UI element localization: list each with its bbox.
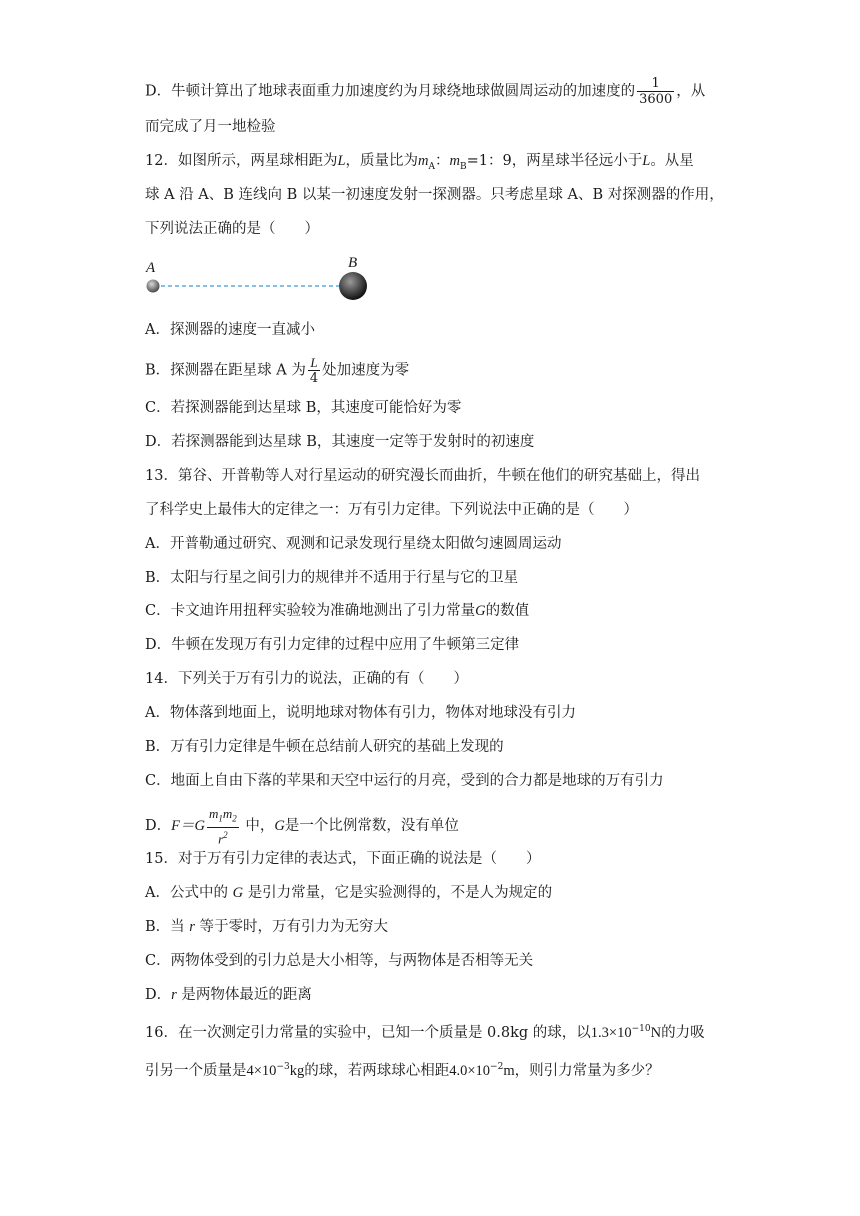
q14-option-a: A．物体落到地面上，说明地球对物体有引力，物体对地球没有引力 (145, 705, 576, 721)
q12-text: ： (435, 153, 450, 169)
symbol-g: G (475, 603, 486, 619)
q12-text: =1：9 (466, 153, 512, 169)
q14-option-d-text: 中， (245, 817, 275, 834)
q14-stem: 14．下列关于万有引力的说法，正确的有（ ） (145, 671, 468, 687)
fraction-denominator (207, 828, 239, 846)
subscript: 1 (218, 813, 223, 824)
symbol-l: L (337, 153, 346, 169)
q12-text: 。从星 (650, 153, 694, 169)
symbol-l: L (642, 153, 651, 169)
q12-text: ，质量比为 (345, 153, 419, 169)
symbol-r: r (189, 919, 195, 935)
q15-option-c: C．两物体受到的引力总是大小相等，与两物体是否相等无关 (145, 953, 534, 969)
fraction-numerator (207, 806, 239, 828)
unit: N (650, 1024, 662, 1041)
superscript: 2 (223, 829, 228, 840)
q16-text: 引另一个质量是 (145, 1062, 247, 1079)
formula-lhs: F＝G (171, 817, 205, 834)
fraction (637, 76, 674, 107)
q16-text: 16．在一次测定引力常量的实验中，已知一个质量是 0.8kg 的球，以 (145, 1024, 591, 1041)
label-b: B (348, 255, 358, 271)
q15-option-b-text: B．当 (145, 919, 185, 935)
fraction (207, 806, 239, 846)
fraction-numerator: 1 (637, 76, 674, 92)
star-a (147, 280, 160, 293)
q12-stem-line3: 下列说法正确的是（ ） (145, 221, 319, 237)
q11-option-d-suffix: ，从 (676, 83, 706, 100)
q12-option-c: C．若探测器能到达星球 B，其速度可能恰好为零 (145, 400, 462, 416)
two-stars-figure (140, 252, 380, 304)
q15-option-b-suffix: 等于零时，万有引力为无穷大 (199, 919, 389, 935)
q11-option-d (145, 76, 705, 107)
fraction-denominator: 3600 (639, 92, 673, 107)
symbol-ma: m (418, 153, 429, 169)
q15-option-a-text: A．公式中的 (145, 885, 228, 901)
q14-option-d (145, 806, 459, 846)
q13-option-c (145, 601, 529, 621)
unit: kg (289, 1062, 305, 1079)
symbol-g: G (274, 817, 285, 834)
q15-stem: 15．对于万有引力定律的表达式，下面正确的说法是（ ） (145, 851, 541, 867)
q12-stem-line1 (145, 151, 694, 177)
q16-stem-line1 (145, 1019, 705, 1043)
symbol-r: r (218, 830, 224, 846)
q16-text: ，则引力常量为多少？ (514, 1062, 660, 1079)
subscript: 2 (232, 813, 237, 824)
symbol-g: G (232, 885, 244, 901)
q11-option-d-line2: 而完成了月一地检验 (145, 119, 276, 135)
subscript: B (460, 161, 467, 172)
q16-text: 的球，若两球球心相距 (304, 1062, 450, 1079)
q13-option-c-suffix: 的数值 (485, 603, 530, 619)
symbol-r: r (171, 987, 177, 1003)
fraction (308, 355, 320, 386)
star-b (339, 272, 367, 300)
q13-option-c-text: C．卡文迪许用扭秤实验较为准确地测出了引力常量 (145, 603, 476, 619)
q12-option-b-suffix: 处加速度为零 (322, 362, 410, 379)
q14-option-d-suffix: 是一个比例常数，没有单位 (284, 817, 459, 834)
q15-option-d-suffix: 是两物体最近的距离 (181, 987, 312, 1003)
q11-option-d-text: D．牛顿计算出了地球表面重力加速度约为月球绕地球做圆周运动的加速度的 (145, 83, 636, 100)
q16-value: 4.0×10 (449, 1062, 491, 1079)
q14-option-b: B．万有引力定律是牛顿在总结前人研究的基础上发现的 (145, 739, 504, 755)
q15-option-b (145, 917, 388, 937)
q16-stem-line2 (145, 1057, 660, 1081)
symbol-mb: m (449, 153, 460, 169)
q16-value: 1.3×10 (590, 1024, 632, 1041)
q12-option-b-text: B．探测器在距星球 A 为 (145, 362, 306, 379)
q15-option-d-label: D． (145, 987, 172, 1003)
superscript: −3 (276, 1062, 290, 1072)
q16-text: 的力吸 (661, 1024, 705, 1041)
unit: m (503, 1062, 515, 1079)
subscript: A (428, 161, 436, 172)
q16-value: 4×10 (246, 1062, 277, 1079)
q15-option-d (145, 985, 312, 1005)
q14-option-c: C．地面上自由下落的苹果和天空中运行的月亮，受到的合力都是地球的万有引力 (145, 773, 664, 789)
q13-option-a: A．开普勒通过研究、观测和记录发现行星绕太阳做匀速圆周运动 (145, 536, 562, 552)
fraction-numerator: L (308, 355, 320, 371)
q12-stem-line2: 球 A 沿 A、B 连线向 B 以某一初速度发射一探测器。只考虑星球 A、B 对探测器的作用， (145, 187, 724, 203)
q12-text: 12．如图所示，两星球相距为 (145, 153, 338, 169)
symbol-m2: m (222, 806, 233, 821)
q13-option-b: B．太阳与行星之间引力的规律并不适用于行星与它的卫星 (145, 570, 519, 586)
q12-option-b (145, 355, 409, 386)
superscript: −10 (631, 1024, 651, 1034)
q12-option-a: A．探测器的速度一直减小 (145, 322, 315, 338)
q14-option-d-label: D． (145, 817, 172, 834)
q13-stem-line1: 13．第谷、开普勒等人对行星运动的研究漫长而曲折，牛顿在他们的研究基础上，得出 (145, 468, 700, 484)
symbol-m1: m (208, 806, 219, 821)
q12-option-d: D．若探测器能到达星球 B，其速度一定等于发射时的初速度 (145, 434, 535, 450)
q13-stem-line2: 了科学史上最伟大的定律之一：万有引力定律。下列说法中正确的是（ ） (145, 502, 638, 518)
q15-option-a-suffix: 是引力常量，它是实验测得的，不是人为规定的 (247, 885, 553, 901)
fraction-denominator: 4 (309, 371, 319, 386)
superscript: −2 (490, 1062, 504, 1072)
label-a: A (146, 260, 156, 276)
q12-text: ，两星球半径远小于 (511, 153, 643, 169)
q15-option-a (145, 883, 552, 903)
q13-option-d: D．牛顿在发现万有引力定律的过程中应用了牛顿第三定律 (145, 637, 520, 653)
